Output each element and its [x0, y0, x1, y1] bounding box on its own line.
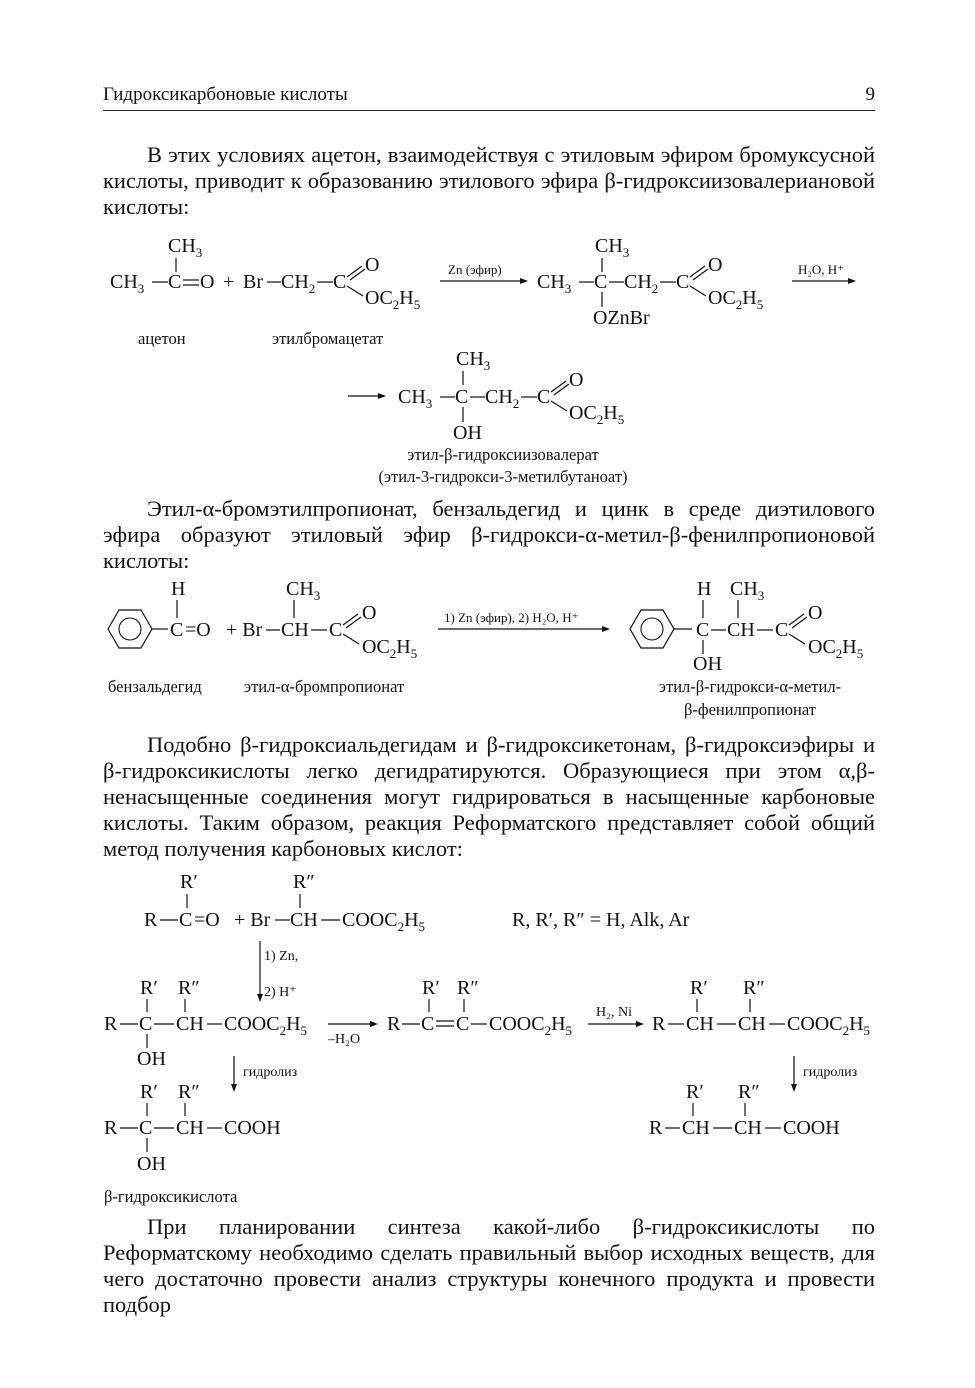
- prod2-c: C: [696, 619, 710, 641]
- g-ch: CH: [290, 909, 318, 931]
- prod-ch3-top: $CH_3$: [456, 348, 491, 373]
- se-r: R: [652, 1013, 666, 1035]
- prod-oh: OH: [453, 422, 482, 444]
- paragraph-2: [103, 496, 875, 574]
- inter-ch3: $CH_3$: [537, 271, 572, 296]
- ue-r: R: [387, 1013, 401, 1035]
- se-r1: R′: [690, 977, 708, 999]
- bprop-ch3: $CH_3$: [286, 578, 321, 603]
- g-r: R: [144, 909, 158, 931]
- he-r: R: [104, 1013, 118, 1035]
- ue-c2: C: [456, 1013, 470, 1035]
- product1-label-1: этил-β-гидроксиизовалерат: [407, 445, 599, 464]
- bromoacetate-label: этилбромацетат: [272, 329, 384, 348]
- prod2-o: O: [808, 602, 823, 624]
- inter-c2: C: [676, 271, 690, 293]
- sa-ch2: CH: [734, 1117, 762, 1139]
- g-c: C: [179, 909, 193, 931]
- prod-o: O: [569, 369, 584, 391]
- g-legend: R, R′, R″ = H, Alk, Ar: [512, 909, 690, 931]
- bprop-o: O: [362, 602, 377, 624]
- scheme-benzaldehyde-reformatsky: [100, 576, 880, 726]
- ha-ch: CH: [176, 1117, 204, 1139]
- prod2-ch: CH: [727, 619, 755, 641]
- benz-eqo: =O: [185, 619, 211, 641]
- acetone-c: C: [168, 271, 182, 293]
- running-header-title: Гидроксикарбоновые кислоты: [103, 84, 348, 105]
- sa-cooh: COOH: [783, 1117, 840, 1139]
- bromo-br: Br: [243, 271, 263, 293]
- prod2-oc2h5: $OC_2H_5$: [808, 636, 864, 661]
- inter-ch2: $CH_2$: [624, 271, 659, 296]
- ue-r1: R′: [422, 977, 440, 999]
- plus-1: +: [223, 271, 235, 293]
- dehydration-label: –H₂O: [328, 1032, 361, 1047]
- hydrolysis-left: гидролиз: [243, 1065, 298, 1080]
- prod2-oh: OH: [693, 653, 722, 675]
- paragraph-4: [103, 1214, 875, 1318]
- ue-c1: C: [421, 1013, 435, 1035]
- g-r2: R″: [293, 871, 315, 893]
- he-r2: R″: [178, 977, 200, 999]
- g-cooc2h5: $COOC_2H_5$: [342, 909, 426, 934]
- he-r1: R′: [140, 977, 158, 999]
- se-ch2: CH: [738, 1013, 766, 1035]
- sa-ch1: CH: [682, 1117, 710, 1139]
- inter-oznbr: OZnBr: [593, 307, 650, 329]
- inter-o: O: [708, 254, 723, 276]
- se-cooc2h5: $COOC_2H_5$: [787, 1013, 871, 1038]
- ha-cooh: COOH: [224, 1117, 281, 1139]
- ha-r: R: [104, 1117, 118, 1139]
- acetone-o: O: [200, 271, 215, 293]
- scheme-acetone-reformatsky: [100, 228, 880, 490]
- g-r1: R′: [180, 871, 198, 893]
- prod-oc2h5: $OC_2H_5$: [569, 402, 625, 427]
- ha-r1: R′: [140, 1081, 158, 1103]
- bromo-ch2: $CH_2$: [281, 271, 316, 296]
- plus-br: + Br: [226, 619, 263, 641]
- paragraph-2-text: Этил-α-бромэтилпропионат, бензальдегид и цинк в среде диэтилового эфира образуют этиловый эфир β-гидрокси-α-метил-β-фенилпропионовой кислоты:: [103, 496, 875, 573]
- bromopropionate-label: этил-α-бромпропионат: [244, 677, 405, 696]
- prod-ch3: $CH_3$: [398, 386, 433, 411]
- bromo-o: O: [365, 254, 380, 276]
- scheme2-arrow-label: 1) Zn (эфир), 2) H₂O, H⁺: [444, 610, 579, 625]
- prod2-c2: C: [775, 619, 789, 641]
- he-oh: OH: [137, 1048, 166, 1070]
- ue-r2: R″: [457, 977, 479, 999]
- scheme-general-reformatsky: [100, 866, 880, 1210]
- step1-b: 2) H⁺: [264, 985, 297, 1000]
- product2-label-2: β-фенилпропионат: [684, 700, 816, 719]
- page-number: 9: [865, 84, 875, 105]
- paragraph-4-text: При планировании синтеза какой-либо β-гидроксикислоты по Реформатскому необходимо сделать правильный выбор исходных веществ, для чего достаточно провести анализ структуры конечного продукта и провести подбор: [103, 1214, 875, 1317]
- ha-r2: R″: [178, 1081, 200, 1103]
- hydrogenation-label: H₂, Ni: [596, 1005, 632, 1020]
- bromo-c: C: [333, 271, 347, 293]
- product2-label-1: этил-β-гидрокси-α-метил-: [658, 677, 842, 696]
- prod2-h: H: [697, 578, 712, 600]
- sa-r: R: [649, 1117, 663, 1139]
- he-ch: CH: [176, 1013, 204, 1035]
- ha-c: C: [139, 1117, 153, 1139]
- benz-c: C: [170, 619, 184, 641]
- ue-cooc2h5: $COOC_2H_5$: [489, 1013, 573, 1038]
- bprop-oc2h5: $OC_2H_5$: [362, 636, 418, 661]
- prod-c: C: [455, 386, 469, 408]
- se-ch1: CH: [686, 1013, 714, 1035]
- hydroxy-acid-label: β-гидроксикислота: [104, 1187, 238, 1206]
- he-cooc2h5: $COOC_2H_5$: [224, 1013, 308, 1038]
- paragraph-3: [103, 732, 875, 862]
- bromo-oc2h5: $OC_2H_5$: [365, 287, 421, 312]
- prod-c2: C: [537, 386, 551, 408]
- inter-oc2h5: $OC_2H_5$: [708, 287, 764, 312]
- paragraph-1: [103, 142, 875, 220]
- benz-h: H: [171, 578, 186, 600]
- prod2-ch3: $CH_3$: [730, 578, 765, 603]
- bprop-c: C: [329, 619, 343, 641]
- paragraph-1-text: В этих условиях ацетон, взаимодействуя с этиловым эфиром бромуксусной кислоты, приводит к образованию этилового эфира β-гидроксиизовалериановой кислоты:: [103, 142, 875, 219]
- se-r2: R″: [743, 977, 765, 999]
- g-eqo: =O: [194, 909, 220, 931]
- prod-ch2: $CH_2$: [485, 386, 520, 411]
- ha-oh: OH: [137, 1153, 166, 1175]
- paragraph-3-text: Подобно β-гидроксиальдегидам и β-гидроксикетонам, β-гидроксиэфиры и β-гидроксикислоты легко дегидратируются. Образующиеся при этом α,β-ненасыщенные соединения могут гидрироваться в насыщенные карбоновые кислоты. Таким образом, реакция Реформатского представляет собой общий метод получения карбоновых кислот:: [103, 732, 875, 861]
- acetone-ch3: $CH_3$: [110, 271, 145, 296]
- arrow1-label: Zn (эфир): [448, 262, 502, 277]
- benzaldehyde-label: бензальдегид: [108, 677, 202, 696]
- sa-r1: R′: [686, 1081, 704, 1103]
- running-header: [103, 80, 875, 111]
- g-plusbr: + Br: [234, 909, 271, 931]
- product1-label-2: (этил-3-гидрокси-3-метилбутаноат): [378, 467, 628, 486]
- inter-c: C: [594, 271, 608, 293]
- arrow2-label: H₂O, H⁺: [798, 262, 845, 277]
- bprop-ch: CH: [281, 619, 309, 641]
- acetone-ch3-top: $CH_3$: [168, 235, 203, 260]
- hydrolysis-right: гидролиз: [803, 1065, 858, 1080]
- acetone-label: ацетон: [138, 329, 186, 348]
- he-c: C: [139, 1013, 153, 1035]
- step1-a: 1) Zn,: [264, 949, 299, 964]
- inter-ch3-top: $CH_3$: [595, 235, 630, 260]
- sa-r2: R″: [738, 1081, 760, 1103]
